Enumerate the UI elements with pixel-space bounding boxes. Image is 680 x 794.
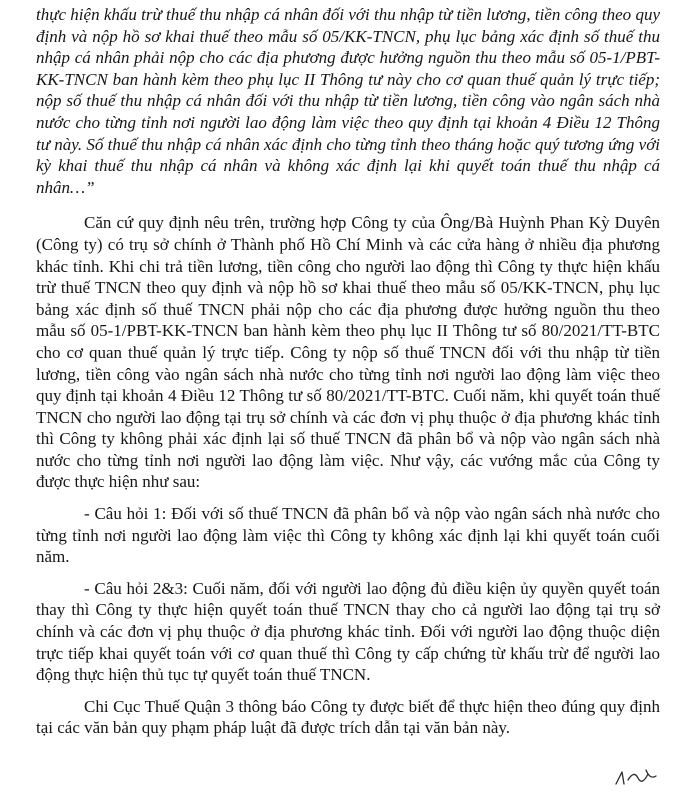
answer-question-2-3: - Câu hỏi 2&3: Cuối năm, đối với người lao động đủ điều kiện ủy quyền quyết toán thay thì Công ty thực hiện quyết toán thuế TNCN thay cho cả người lao động tại trụ sở chính và các đơn vị phụ thuộc ở địa phương khác tỉnh. Đối với người lao động thuộc diện trực tiếp khai quyết toán với cơ quan thuế thì Công ty cấp chứng từ khấu trừ để người lao động thực hiện thủ tục tự quyết toán thuế TNCN. <box>36 578 660 685</box>
answer-question-1: - Câu hỏi 1: Đối với số thuế TNCN đã phân bổ và nộp vào ngân sách nhà nước cho từng tỉnh nơi người lao động làm việc thì Công ty không xác định lại khi quyết toán cuối năm. <box>36 504 660 567</box>
handwritten-initials-mark <box>612 766 660 788</box>
quoted-regulation-text: thực hiện khấu trừ thuế thu nhập cá nhân đối với thu nhập từ tiền lương, tiền công theo quy định và nộp hồ sơ khai thuế theo mẫu số 05/KK-TNCN, phụ lục bảng xác định số thuế thu nhập cá nhân phải nộp cho các địa phương được hưởng nguồn thu theo mẫu số 05-1/PBT-KK-TNCN ban hành kèm theo phụ lục II Thông tư này cho cơ quan thuế quản lý trực tiếp; nộp số thuế thu nhập cá nhân đối với thu nhập từ tiền lương, tiền công vào ngân sách nhà nước cho từng tỉnh nơi người lao động làm việc theo quy định tại khoản 4 Điều 12 Thông tư này. Số thuế thu nhập cá nhân xác định cho từng tỉnh theo tháng hoặc quý tương ứng với kỳ khai thuế thu nhập cá nhân và không xác định lại khi quyết toán thuế thu nhập cá nhân…” <box>36 5 660 197</box>
basis-paragraph: Căn cứ quy định nêu trên, trường hợp Công ty của Ông/Bà Huỳnh Phan Kỳ Duyên (Công ty) có trụ sở chính ở Thành phố Hồ Chí Minh và các cửa hàng ở nhiều địa phương khác tỉnh. Khi chi trả tiền lương, tiền công cho người lao động thì Công ty thực hiện khấu trừ thuế TNCN theo quy định và nộp hồ sơ khai thuế theo mẫu số 05/KK-TNCN, phụ lục bảng xác định số thuế TNCN phải nộp cho các địa phương được hưởng nguồn thu theo mẫu số 05-1/PBT-KK-TNCN ban hành kèm theo phụ lục II Thông tư số 80/2021/TT-BTC cho cơ quan thuế quản lý trực tiếp. Công ty nộp số thuế TNCN đối với thu nhập từ tiền lương, tiền công vào ngân sách nhà nước cho từng tỉnh nơi người lao động làm việc theo quy định tại khoản 4 Điều 12 Thông tư số 80/2021/TT-BTC. Cuối năm, khi quyết toán thuế TNCN cho người lao động tại trụ sở chính và các đơn vị phụ thuộc ở địa phương khác tỉnh thì Công ty không phải xác định lại số thuế TNCN đã phân bổ và nộp vào ngân sách nhà nước cho từng tỉnh nơi người lao động làm việc. Như vậy, các vướng mắc của Công ty được thực hiện như sau: <box>36 213 660 492</box>
closing-paragraph: Chi Cục Thuế Quận 3 thông báo Công ty được biết để thực hiện theo đúng quy định tại các văn bản quy phạm pháp luật đã được trích dẫn tại văn bản này. <box>36 696 660 738</box>
